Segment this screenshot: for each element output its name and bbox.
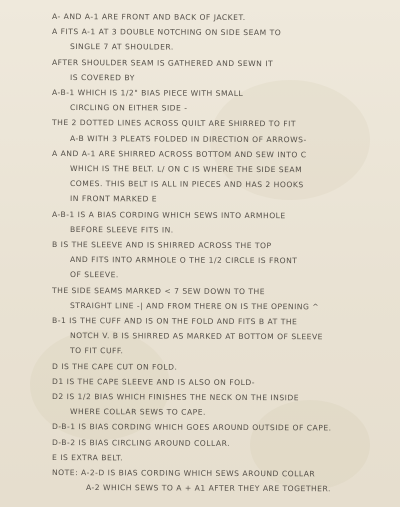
note-line: A-B-1 WHICH IS 1/2" BIAS PIECE WITH SMALL — [51, 88, 244, 99]
note-line: A-B-1 IS A BIAS CORDING WHICH SEWS INTO ARMHOLE — [51, 209, 286, 220]
note-line: D IS THE CAPE CUT ON FOLD. — [51, 361, 178, 372]
note-line: E IS EXTRA BELT. — [51, 452, 124, 463]
note-line: TO FIT CUFF. — [69, 346, 124, 356]
note-line: NOTE: A-2-D IS BIAS CORDING WHICH SEWS AROUND COLLAR — [51, 468, 316, 479]
note-line: STRAIGHT LINE -| AND FROM THERE ON IS THE OPENING ^ — [69, 300, 320, 312]
note-line: AFTER SHOULDER SEAM IS GATHERED AND SEWN IT — [51, 57, 274, 68]
note-line: OF SLEEVE. — [69, 270, 119, 280]
note-line: D2 IS 1/2 BIAS WHICH FINISHES THE NECK ON THE INSIDE — [51, 392, 300, 403]
note-line: A FITS A-1 AT 3 DOUBLE NOTCHING ON SIDE SEAM TO — [51, 27, 282, 38]
note-line: B-1 IS THE CUFF AND IS ON THE FOLD AND FITS B AT THE — [51, 316, 298, 327]
note-line: SINGLE 7 AT SHOULDER. — [69, 42, 174, 52]
note-line: A-B WITH 3 PLEATS FOLDED IN DIRECTION OF ARROWS- — [69, 133, 307, 144]
note-line: A- AND A-1 ARE FRONT AND BACK OF JACKET. — [51, 12, 246, 23]
note-line: IS COVERED BY — [69, 72, 135, 83]
note-line: THE SIDE SEAMS MARKED < 7 SEW DOWN TO THE — [51, 285, 266, 296]
note-line: CIRCLING ON EITHER SIDE - — [69, 103, 188, 113]
note-line: BEFORE SLEEVE FITS IN. — [69, 224, 174, 235]
note-line: D1 IS THE CAPE SLEEVE AND IS ALSO ON FOLD- — [51, 376, 255, 387]
note-line: NOTCH V. B IS SHIRRED AS MARKED AT BOTTOM OF SLEEVE — [69, 331, 324, 342]
note-line: A AND A-1 ARE SHIRRED ACROSS BOTTOM AND SEW INTO C — [51, 148, 307, 160]
note-line: WHICH IS THE BELT. L/ ON C IS WHERE THE SIDE SEAM — [69, 164, 303, 175]
note-line: THE 2 DOTTED LINES ACROSS QUILT ARE SHIRRED TO FIT — [51, 118, 297, 129]
note-line: WHERE COLLAR SEWS TO CAPE. — [69, 407, 207, 417]
note-line: AND FITS INTO ARMHOLE O THE 1/2 CIRCLE IS FRONT — [69, 255, 298, 266]
note-line: IN FRONT MARKED E — [69, 194, 158, 204]
note-line: COMES. THIS BELT IS ALL IN PIECES AND HAS 2 HOOKS — [69, 179, 304, 190]
note-line: D-B-2 IS BIAS CIRCLING AROUND COLLAR. — [51, 437, 231, 448]
note-line: A-2 WHICH SEWS TO A + A1 AFTER THEY ARE TOGETHER. — [85, 483, 331, 494]
note-line: D-B-1 IS BIAS CORDING WHICH GOES AROUND OUTSIDE OF CAPE. — [51, 422, 332, 433]
note-line: B IS THE SLEEVE AND IS SHIRRED ACROSS THE TOP — [51, 240, 272, 251]
